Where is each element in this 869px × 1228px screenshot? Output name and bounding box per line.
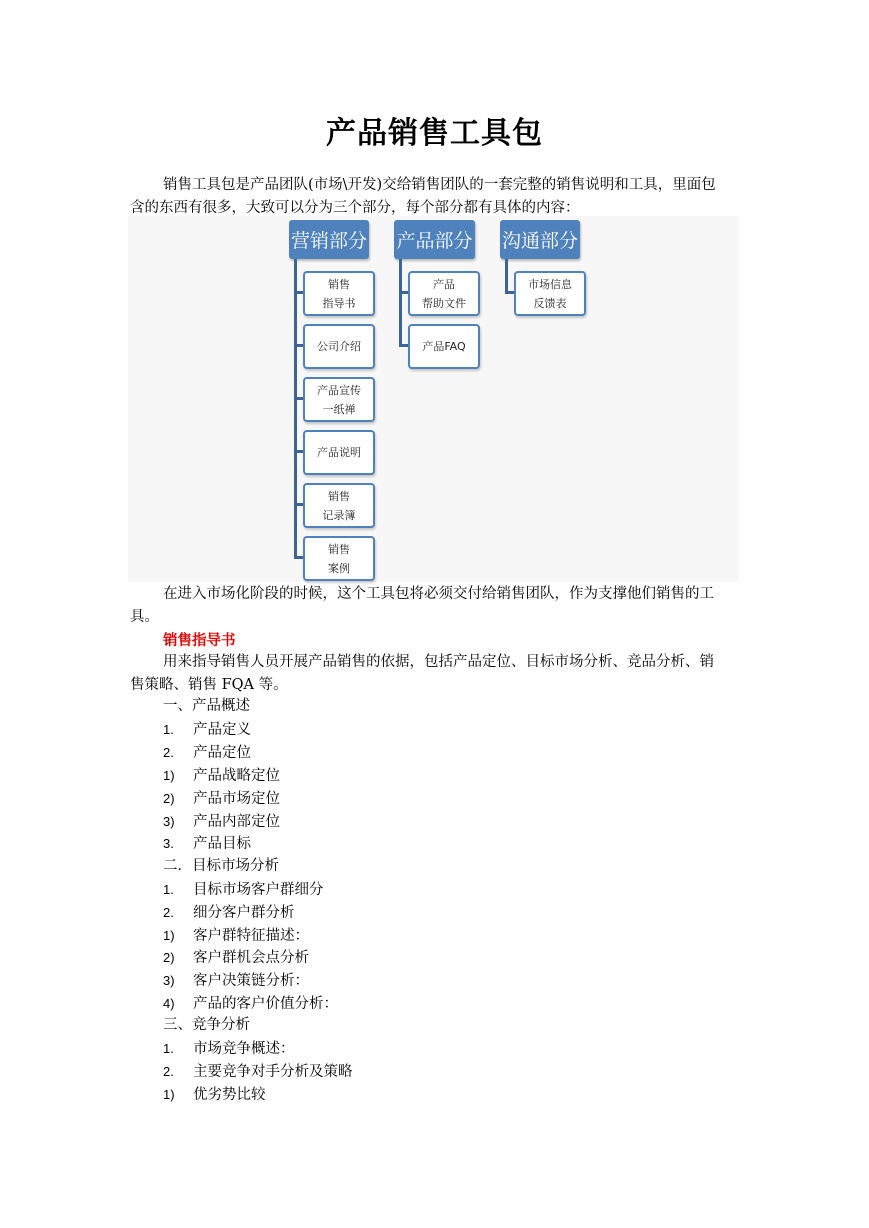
outline-item <box>163 741 251 764</box>
outline-item <box>163 1037 295 1060</box>
communication-section-header: 沟通部分 <box>500 220 580 259</box>
box-label: 产品宣传 <box>317 383 361 397</box>
outline-text: 客户群特征描述： <box>193 928 309 944</box>
outline-text: 客户群机会点分析 <box>193 950 309 966</box>
outline-item <box>163 924 309 947</box>
intro-line-1: 销售工具包是产品团队(市场\开发)交给销售团队的一套完整的销售说明和工具，里面包 <box>163 177 716 193</box>
section-heading: 销售指导书 <box>163 632 236 649</box>
outline-num: 3) <box>163 973 175 988</box>
outline-item <box>163 1083 266 1106</box>
box-label: 销售 <box>328 277 350 291</box>
desc-paragraph <box>130 651 740 697</box>
box-product-help <box>408 271 480 316</box>
after-line-2: 具。 <box>130 609 159 625</box>
outline-num: 1) <box>163 928 175 943</box>
box-label: 产品FAQ <box>422 340 466 353</box>
outline-text: 产品目标 <box>193 836 251 852</box>
toolkit-hierarchy-diagram <box>128 216 739 582</box>
document-title: 产品销售工具包 <box>326 116 543 151</box>
box-product-description <box>303 430 375 475</box>
box-label: 销售 <box>328 489 350 503</box>
desc-line-2: 售策略、销售 FQA 等。 <box>130 677 288 693</box>
box-label: 指导书 <box>322 296 356 310</box>
box-label: 记录簿 <box>322 508 356 522</box>
outline-text: 一、产品概述 <box>163 698 250 714</box>
outline-num: 1. <box>163 882 174 897</box>
outline-text: 细分客户群分析 <box>193 905 295 921</box>
outline-text: 产品定位 <box>193 745 251 761</box>
connector-line <box>399 259 402 347</box>
desc-line-1: 用来指导销售人员开展产品销售的依据，包括产品定位、目标市场分析、竞品分析、销 <box>163 654 714 670</box>
box-label: 公司介绍 <box>317 340 361 353</box>
box-product-faq <box>408 324 480 369</box>
connector-line <box>505 259 508 294</box>
product-section-header: 产品部分 <box>394 220 475 259</box>
outline-item <box>163 878 324 901</box>
box-label: 销售 <box>328 542 350 556</box>
outline-item <box>163 764 280 787</box>
box-label: 市场信息 <box>528 277 572 291</box>
outline-num: 2. <box>163 745 174 760</box>
outline-num: 1. <box>163 722 174 737</box>
outline-text: 优劣势比较 <box>193 1087 266 1103</box>
box-product-flyer <box>303 377 375 422</box>
box-label: 帮助文件 <box>422 296 466 310</box>
outline-num: 1. <box>163 1041 174 1056</box>
outline-text: 产品定义 <box>193 722 251 738</box>
outline-item <box>163 1060 353 1083</box>
outline-num: 4) <box>163 996 175 1011</box>
outline-item <box>163 969 309 992</box>
outline-item <box>163 718 251 741</box>
outline-text: 产品战略定位 <box>193 768 280 784</box>
outline-item <box>163 946 309 969</box>
outline-text: 主要竞争对手分析及策略 <box>193 1064 353 1080</box>
box-label: 反馈表 <box>533 296 567 310</box>
intro-paragraph <box>130 174 740 220</box>
connector-line <box>294 259 297 559</box>
box-sales-guide <box>303 271 375 316</box>
outline-num: 2. <box>163 905 174 920</box>
box-market-feedback <box>514 271 586 316</box>
after-paragraph <box>130 583 740 629</box>
box-label: 一纸禅 <box>322 402 356 416</box>
box-sales-cases <box>303 536 375 581</box>
outline-item <box>163 832 251 855</box>
box-sales-record <box>303 483 375 528</box>
outline-num: 2) <box>163 791 175 806</box>
outline-item <box>163 855 279 878</box>
outline-num: 3. <box>163 836 174 851</box>
outline-num: 1) <box>163 768 175 783</box>
box-label: 案例 <box>328 561 350 575</box>
outline-item <box>163 695 250 718</box>
box-company-intro <box>303 324 375 369</box>
outline-num: 2. <box>163 1064 174 1079</box>
outline-num: 1) <box>163 1087 175 1102</box>
outline-text: 三、竞争分析 <box>163 1017 250 1033</box>
box-label: 产品 <box>433 277 455 291</box>
outline-item <box>163 1014 250 1037</box>
outline-num: 3) <box>163 814 175 829</box>
outline-text: 产品市场定位 <box>193 791 280 807</box>
outline-item <box>163 992 338 1015</box>
outline-text: 客户决策链分析： <box>193 973 309 989</box>
outline-text: 目标市场客户群细分 <box>193 882 324 898</box>
outline-text: 产品内部定位 <box>193 814 280 830</box>
box-label: 产品说明 <box>317 446 361 459</box>
outline-text: 产品的客户价值分析： <box>193 996 338 1012</box>
intro-line-2: 含的东西有很多，大致可以分为三个部分，每个部分都有具体的内容： <box>130 200 580 216</box>
outline-item <box>163 901 295 924</box>
marketing-section-header: 营销部分 <box>289 220 369 259</box>
outline-item <box>163 810 280 833</box>
outline-num: 2) <box>163 950 175 965</box>
outline-text: 市场竞争概述： <box>193 1041 295 1057</box>
outline-text: 二．目标市场分析 <box>163 858 279 874</box>
outline-item <box>163 787 280 810</box>
after-line-1: 在进入市场化阶段的时候，这个工具包将必须交付给销售团队，作为支撑他们销售的工 <box>163 586 714 602</box>
